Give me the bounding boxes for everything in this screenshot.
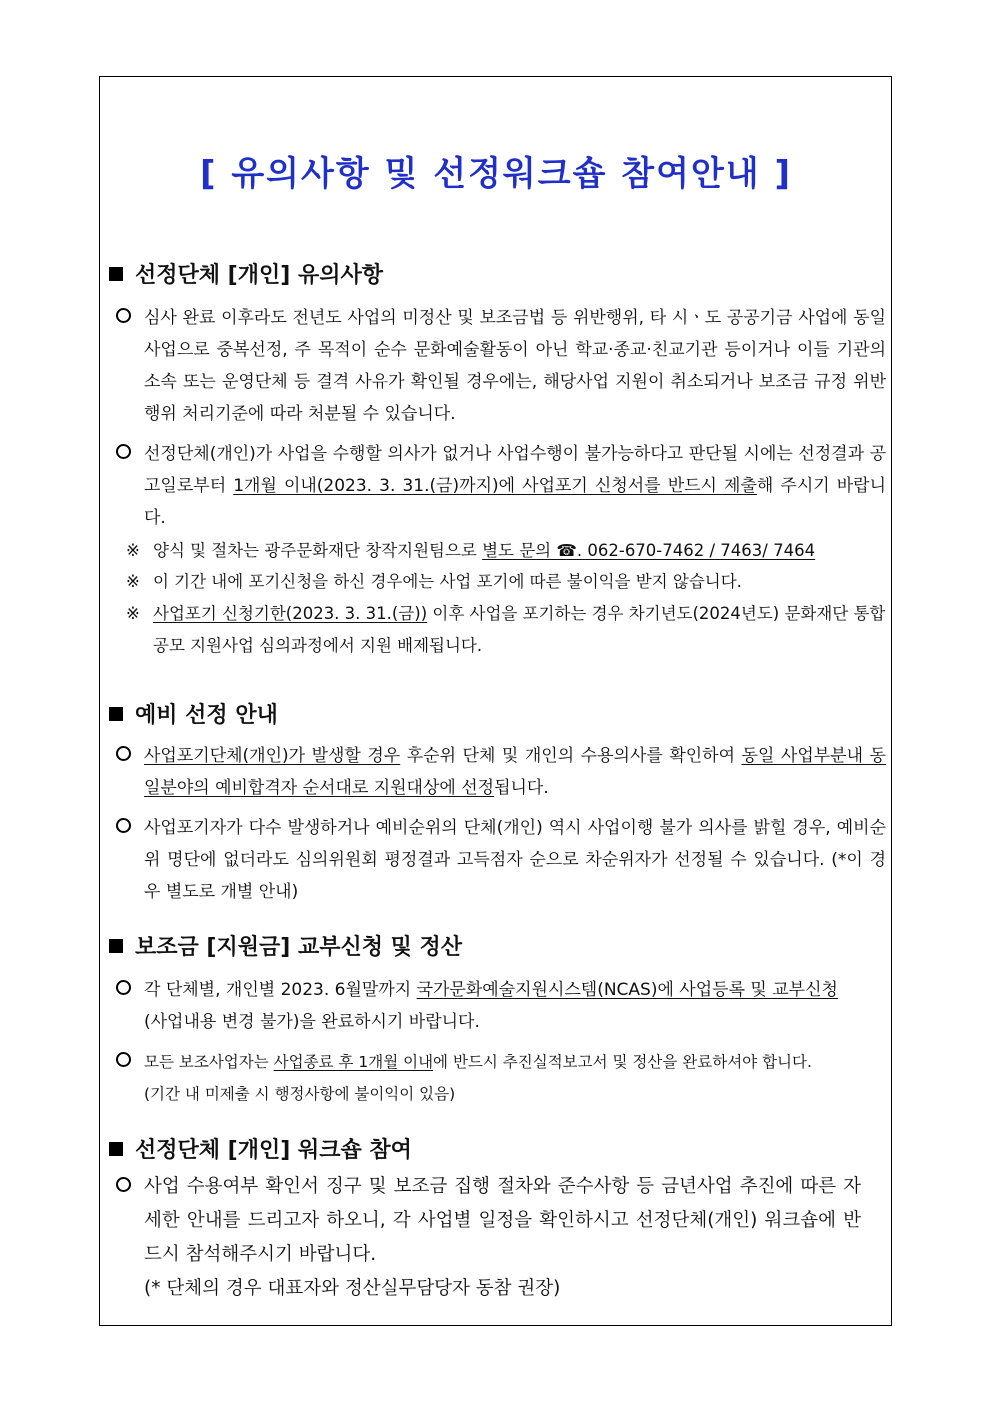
circle-bullet-icon (116, 1046, 144, 1078)
reference-mark-icon: ※ (126, 572, 140, 591)
circle-bullet-icon (116, 812, 144, 844)
withdrawal-deadline-text: 1개월 이내(2023. 3. 31.(금)까지)에 사업포기 신청서를 반드시 제출 (233, 476, 757, 496)
section-heading-subsidy: 보조금 [지원금] 교부신청 및 정산 (109, 930, 462, 961)
reference-mark-icon: ※ (126, 541, 140, 560)
section-heading-workshop: 선정단체 [개인] 워크숍 참여 (109, 1133, 412, 1164)
workshop-item-1: 사업 수용여부 확인서 징구 및 보조금 집행 절차와 준수사항 등 금년사업 추진에 따른 자세한 안내를 드리고자 하오니, 각 사업별 일정을 확인하시고 선정단체(개인) 워크숍에 반드시 참석해주시기 바랍니다. (* 단체의 경우 대표자와 정산실무담당자 동참 권장) (116, 1170, 861, 1306)
note-exclusion: ※ 사업포기 신청기한(2023. 3. 31.(금)) 이후 사업을 포기하는 경우 차기년도(2024년도) 문화재단 통합공모 지원사업 심의과정에서 지원 배제됩니다. (126, 598, 886, 662)
workshop-note: (* 단체의 경우 대표자와 정산실무담당자 동참 권장) (144, 1278, 561, 1299)
square-bullet-icon (109, 1142, 123, 1156)
circle-bullet-icon (116, 1170, 144, 1204)
square-bullet-icon (109, 939, 123, 953)
page-title: [ 유의사항 및 선정워크숍 참여안내 ] (199, 154, 793, 194)
contact-phone-text: 별도 문의 ☎. 062-670-7462 / 7463/ 7464 (482, 541, 816, 560)
square-bullet-icon (109, 707, 123, 721)
circle-bullet-icon (116, 302, 144, 334)
precaution-item-1: 심사 완료 이후라도 전년도 사업의 미정산 및 보조금법 등 위반행위, 타 시ㆍ도 공공기금 사업에 동일사업으로 중복선정, 주 목적이 순수 문화예술활동이 아닌 학교·종교·친교기관 등이거나 이들 기관의 소속 또는 운영단체 등 결격 사유가 확인될 경우에는, 해당사업 지원이 취소되거나 보조금 규정 위반행위 처리기준에 따라 처분될 수 있습니다. (116, 302, 886, 430)
note-no-penalty: ※ 이 기간 내에 포기신청을 하신 경우에는 사업 포기에 따른 불이익을 받지 않습니다. (126, 566, 886, 598)
ncas-registration-text: 국가문화예술지원시스템(NCAS)에 사업등록 및 교부신청 (416, 980, 838, 1000)
reserve-item-2: 사업포기자가 다수 발생하거나 예비순위의 단체(개인) 역시 사업이행 불가 의사를 밝힐 경우, 예비순위 명단에 없더라도 심의위원회 평정결과 고득점자 순으로 차순위자가 선정될 수 있습니다. (*이 경우 별도로 개별 안내) (116, 812, 886, 908)
section-heading-precautions: 선정단체 [개인] 유의사항 (109, 258, 383, 289)
precaution-item-2: 선정단체(개인)가 사업을 수행할 의사가 없거나 사업수행이 불가능하다고 판단될 시에는 선정결과 공고일로부터 1개월 이내(2023. 3. 31.(금)까지)에 사업포기 신청서를 반드시 제출해 주시기 바랍니다. (116, 438, 886, 534)
note-contact: ※ 양식 및 절차는 광주문화재단 창작지원팀으로 별도 문의 ☎. 062-670-7462 / 7463/ 7464 (126, 535, 886, 567)
reserve-item-1: 사업포기단체(개인)가 발생할 경우 후순위 단체 및 개인의 수용의사를 확인하여 동일 사업부분내 동일분야의 예비합격자 순서대로 지원대상에 선정됩니다. (116, 740, 886, 804)
subsidy-item-1: 각 단체별, 개인별 2023. 6월말까지 국가문화예술지원시스템(NCAS)에 사업등록 및 교부신청 (사업내용 변경 불가)을 완료하시기 바랍니다. (116, 974, 886, 1038)
circle-bullet-icon (116, 974, 144, 1006)
circle-bullet-icon (116, 740, 144, 772)
subsidy-item-2: 모든 보조사업자는 사업종료 후 1개월 이내에 반드시 추진실적보고서 및 정산을 완료하셔야 합니다. (기간 내 미제출 시 행정사항에 불이익이 있음) (116, 1046, 886, 1110)
square-bullet-icon (109, 267, 123, 281)
section-heading-reserve: 예비 선정 안내 (109, 698, 278, 729)
circle-bullet-icon (116, 438, 144, 470)
reference-mark-icon: ※ (126, 604, 140, 623)
